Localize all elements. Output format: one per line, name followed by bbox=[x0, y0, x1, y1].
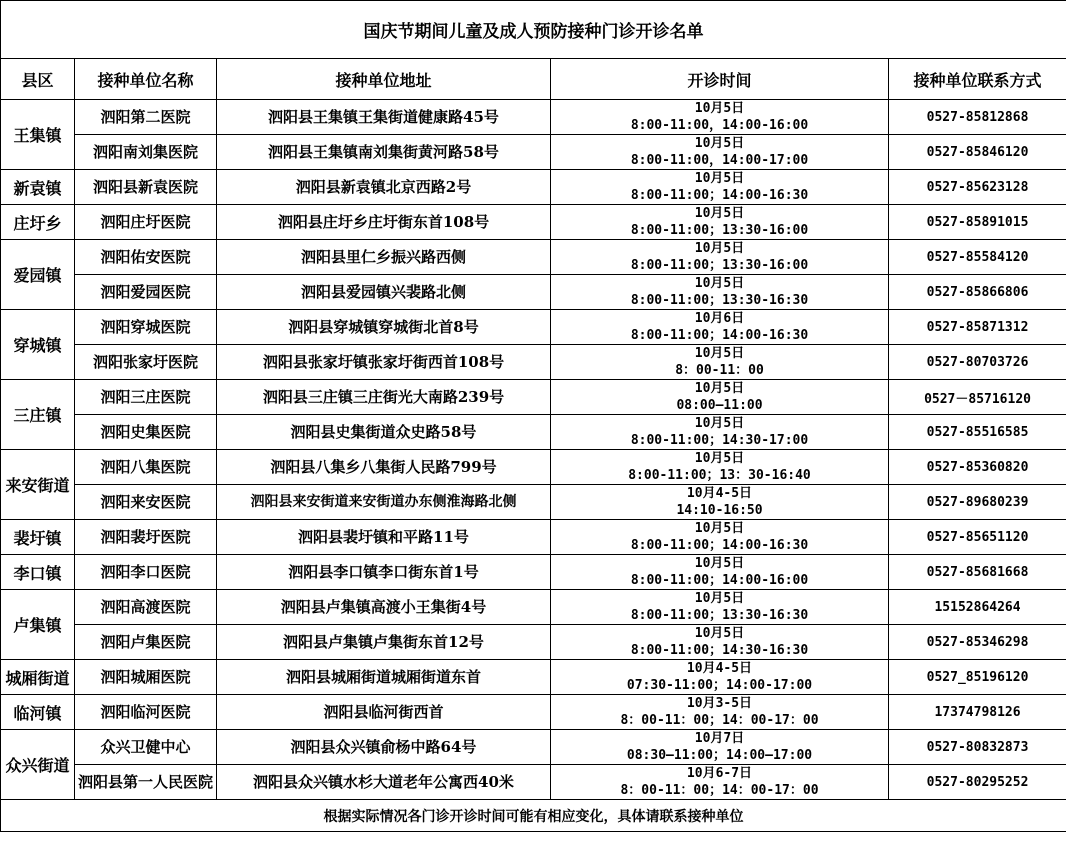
unit-cell: 泗阳卢集医院 bbox=[75, 625, 217, 660]
address-cell: 泗阳县临河街西首 bbox=[217, 695, 551, 730]
county-cell: 卢集镇 bbox=[1, 590, 75, 660]
footer-note: 根据实际情况各门诊开诊时间可能有相应变化，具体请联系接种单位 bbox=[1, 800, 1066, 832]
phone-cell: 0527-85360820 bbox=[889, 450, 1066, 485]
hours-cell bbox=[551, 765, 889, 800]
clinic-date: 10月5日 bbox=[694, 206, 745, 221]
unit-cell: 泗阳县新袁医院 bbox=[75, 170, 217, 205]
address-cell: 泗阳县王集镇南刘集街黄河路58号 bbox=[217, 135, 551, 170]
clinic-hours: 8:00-11:00；13:30-16:00 bbox=[630, 258, 809, 273]
hours-cell bbox=[551, 590, 889, 625]
county-cell: 庄圩乡 bbox=[1, 205, 75, 240]
county-cell: 临河镇 bbox=[1, 695, 75, 730]
clinic-hours: 8:00-11:00，14:00-16:00 bbox=[630, 118, 809, 133]
phone-cell: 17374798126 bbox=[889, 695, 1066, 730]
hours-cell bbox=[551, 520, 889, 555]
unit-cell: 泗阳穿城医院 bbox=[75, 310, 217, 345]
hours-cell bbox=[551, 660, 889, 695]
clinic-hours: 8:00-11:00；13:30-16:30 bbox=[630, 608, 809, 623]
address-cell: 泗阳县八集乡八集街人民路799号 bbox=[217, 450, 551, 485]
hours-cell bbox=[551, 240, 889, 275]
hours-cell bbox=[551, 170, 889, 205]
header-county: 县区 bbox=[1, 59, 75, 100]
address-cell: 泗阳县爱园镇兴裴路北侧 bbox=[217, 275, 551, 310]
phone-cell: 0527-85891015 bbox=[889, 205, 1066, 240]
address-cell: 泗阳县众兴镇俞杨中路64号 bbox=[217, 730, 551, 765]
clinic-date: 10月4-5日 bbox=[686, 486, 753, 501]
clinic-hours: 07:30-11:00；14:00-17:00 bbox=[626, 678, 813, 693]
phone-cell: 0527-85516585 bbox=[889, 415, 1066, 450]
phone-cell: 0527－85716120 bbox=[889, 380, 1066, 415]
hours-cell bbox=[551, 415, 889, 450]
table-row bbox=[1, 485, 1066, 520]
hours-cell bbox=[551, 205, 889, 240]
header-unit: 接种单位名称 bbox=[75, 59, 217, 100]
phone-cell: 0527-85584120 bbox=[889, 240, 1066, 275]
header-hours: 开诊时间 bbox=[551, 59, 889, 100]
hours-cell bbox=[551, 345, 889, 380]
county-cell: 新袁镇 bbox=[1, 170, 75, 205]
address-cell: 泗阳县众兴镇水杉大道老年公寓西40米 bbox=[217, 765, 551, 800]
hours-cell bbox=[551, 555, 889, 590]
clinic-hours: 8:00-11:00；14:00-16:00 bbox=[630, 573, 809, 588]
clinic-hours: 08:00—11:00 bbox=[676, 398, 763, 413]
clinic-date: 10月5日 bbox=[694, 241, 745, 256]
address-cell: 泗阳县来安街道来安街道办东侧淮海路北侧 bbox=[217, 485, 551, 520]
address-cell: 泗阳县城厢街道城厢街道东首 bbox=[217, 660, 551, 695]
address-cell: 泗阳县王集镇王集街道健康路45号 bbox=[217, 100, 551, 135]
address-cell: 泗阳县卢集镇高渡小王集街4号 bbox=[217, 590, 551, 625]
table-row bbox=[1, 170, 1066, 205]
phone-cell: 0527-85681668 bbox=[889, 555, 1066, 590]
header-row bbox=[1, 59, 1066, 100]
clinic-date: 10月5日 bbox=[694, 171, 745, 186]
phone-cell: 15152864264 bbox=[889, 590, 1066, 625]
clinic-date: 10月6日 bbox=[694, 311, 745, 326]
clinic-hours: 14:10-16:50 bbox=[676, 503, 763, 518]
table-row bbox=[1, 205, 1066, 240]
hours-cell bbox=[551, 310, 889, 345]
county-cell: 众兴街道 bbox=[1, 730, 75, 800]
table-row bbox=[1, 100, 1066, 135]
unit-cell: 泗阳县第一人民医院 bbox=[75, 765, 217, 800]
phone-cell: 0527-85346298 bbox=[889, 625, 1066, 660]
clinic-date: 10月5日 bbox=[694, 556, 745, 571]
clinic-hours: 8:00-11:00；14:30-17:00 bbox=[630, 433, 809, 448]
clinic-date: 10月5日 bbox=[694, 416, 745, 431]
hours-cell bbox=[551, 625, 889, 660]
phone-cell: 0527-85812868 bbox=[889, 100, 1066, 135]
address-cell: 泗阳县庄圩乡庄圩街东首108号 bbox=[217, 205, 551, 240]
page-title: 国庆节期间儿童及成人预防接种门诊开诊名单 bbox=[1, 1, 1066, 59]
table-row bbox=[1, 240, 1066, 275]
address-cell: 泗阳县穿城镇穿城街北首8号 bbox=[217, 310, 551, 345]
clinic-hours: 8：00-11：00 bbox=[675, 363, 764, 378]
unit-cell: 泗阳临河医院 bbox=[75, 695, 217, 730]
table-row bbox=[1, 275, 1066, 310]
address-cell: 泗阳县裴圩镇和平路11号 bbox=[217, 520, 551, 555]
phone-cell: 0527-80703726 bbox=[889, 345, 1066, 380]
phone-cell: 0527-80832873 bbox=[889, 730, 1066, 765]
clinic-hours: 8:00-11:00，14:00-17:00 bbox=[630, 153, 809, 168]
table-row bbox=[1, 695, 1066, 730]
clinic-hours: 8:00-11:00；14:00-16:30 bbox=[630, 188, 809, 203]
unit-cell: 泗阳史集医院 bbox=[75, 415, 217, 450]
clinic-hours: 8:00-11:00；14:30-16:30 bbox=[630, 643, 809, 658]
address-cell: 泗阳县李口镇李口街东首1号 bbox=[217, 555, 551, 590]
clinic-date: 10月3-5日 bbox=[686, 696, 753, 711]
hours-cell bbox=[551, 100, 889, 135]
table-row bbox=[1, 135, 1066, 170]
unit-cell: 泗阳三庄医院 bbox=[75, 380, 217, 415]
hours-cell bbox=[551, 380, 889, 415]
unit-cell: 泗阳爱园医院 bbox=[75, 275, 217, 310]
county-cell: 城厢街道 bbox=[1, 660, 75, 695]
phone-cell: 0527_85196120 bbox=[889, 660, 1066, 695]
table-row bbox=[1, 765, 1066, 800]
table-row bbox=[1, 660, 1066, 695]
table-row bbox=[1, 625, 1066, 660]
hours-cell bbox=[551, 695, 889, 730]
county-cell: 三庄镇 bbox=[1, 380, 75, 450]
county-cell: 裴圩镇 bbox=[1, 520, 75, 555]
clinic-date: 10月5日 bbox=[694, 451, 745, 466]
phone-cell: 0527-85871312 bbox=[889, 310, 1066, 345]
county-cell: 王集镇 bbox=[1, 100, 75, 170]
address-cell: 泗阳县里仁乡振兴路西侧 bbox=[217, 240, 551, 275]
county-cell: 来安街道 bbox=[1, 450, 75, 520]
phone-cell: 0527-85623128 bbox=[889, 170, 1066, 205]
clinic-hours: 8：00-11：00；14：00-17：00 bbox=[620, 783, 819, 798]
unit-cell: 泗阳八集医院 bbox=[75, 450, 217, 485]
table-row bbox=[1, 450, 1066, 485]
phone-cell: 0527-85866806 bbox=[889, 275, 1066, 310]
clinic-date: 10月5日 bbox=[694, 381, 745, 396]
clinic-hours: 8:00-11:00；13：30-16:40 bbox=[628, 468, 811, 483]
address-cell: 泗阳县张家圩镇张家圩街西首108号 bbox=[217, 345, 551, 380]
unit-cell: 泗阳来安医院 bbox=[75, 485, 217, 520]
clinic-date: 10月5日 bbox=[694, 346, 745, 361]
clinic-date: 10月5日 bbox=[694, 591, 745, 606]
phone-cell: 0527-89680239 bbox=[889, 485, 1066, 520]
hours-cell bbox=[551, 450, 889, 485]
address-cell: 泗阳县三庄镇三庄街光大南路239号 bbox=[217, 380, 551, 415]
address-cell: 泗阳县卢集镇卢集街东首12号 bbox=[217, 625, 551, 660]
clinic-date: 10月7日 bbox=[694, 731, 745, 746]
unit-cell: 泗阳城厢医院 bbox=[75, 660, 217, 695]
hours-cell bbox=[551, 275, 889, 310]
clinic-date: 10月5日 bbox=[694, 276, 745, 291]
header-address: 接种单位地址 bbox=[217, 59, 551, 100]
clinic-date: 10月5日 bbox=[694, 101, 745, 116]
clinic-hours: 08:30—11:00；14:00—17:00 bbox=[626, 748, 813, 763]
unit-cell: 泗阳裴圩医院 bbox=[75, 520, 217, 555]
table-row bbox=[1, 415, 1066, 450]
clinic-date: 10月4-5日 bbox=[686, 661, 753, 676]
address-cell: 泗阳县新袁镇北京西路2号 bbox=[217, 170, 551, 205]
unit-cell: 泗阳庄圩医院 bbox=[75, 205, 217, 240]
clinic-hours: 8：00-11：00；14：00-17：00 bbox=[620, 713, 819, 728]
table-row bbox=[1, 555, 1066, 590]
clinic-date: 10月5日 bbox=[694, 626, 745, 641]
phone-cell: 0527-85651120 bbox=[889, 520, 1066, 555]
table-row bbox=[1, 520, 1066, 555]
table-row bbox=[1, 380, 1066, 415]
unit-cell: 泗阳第二医院 bbox=[75, 100, 217, 135]
phone-cell: 0527-85846120 bbox=[889, 135, 1066, 170]
county-cell: 李口镇 bbox=[1, 555, 75, 590]
unit-cell: 泗阳张家圩医院 bbox=[75, 345, 217, 380]
unit-cell: 泗阳南刘集医院 bbox=[75, 135, 217, 170]
header-contact: 接种单位联系方式 bbox=[889, 59, 1066, 100]
hours-cell bbox=[551, 485, 889, 520]
address-cell: 泗阳县史集街道众史路58号 bbox=[217, 415, 551, 450]
hours-cell bbox=[551, 730, 889, 765]
clinic-date: 10月5日 bbox=[694, 136, 745, 151]
unit-cell: 众兴卫健中心 bbox=[75, 730, 217, 765]
clinic-hours: 8:00-11:00；14:00-16:30 bbox=[630, 538, 809, 553]
county-cell: 穿城镇 bbox=[1, 310, 75, 380]
phone-cell: 0527-80295252 bbox=[889, 765, 1066, 800]
clinic-date: 10月6-7日 bbox=[686, 766, 753, 781]
table-row bbox=[1, 590, 1066, 625]
clinic-hours: 8:00-11:00；13:30-16:30 bbox=[630, 293, 809, 308]
clinic-date: 10月5日 bbox=[694, 521, 745, 536]
unit-cell: 泗阳佑安医院 bbox=[75, 240, 217, 275]
hours-cell bbox=[551, 135, 889, 170]
table-row bbox=[1, 310, 1066, 345]
unit-cell: 泗阳高渡医院 bbox=[75, 590, 217, 625]
table-row bbox=[1, 345, 1066, 380]
clinic-hours: 8:00-11:00；14:00-16:30 bbox=[630, 328, 809, 343]
table-row bbox=[1, 730, 1066, 765]
county-cell: 爱园镇 bbox=[1, 240, 75, 310]
clinic-hours: 8:00-11:00；13:30-16:00 bbox=[630, 223, 809, 238]
unit-cell: 泗阳李口医院 bbox=[75, 555, 217, 590]
